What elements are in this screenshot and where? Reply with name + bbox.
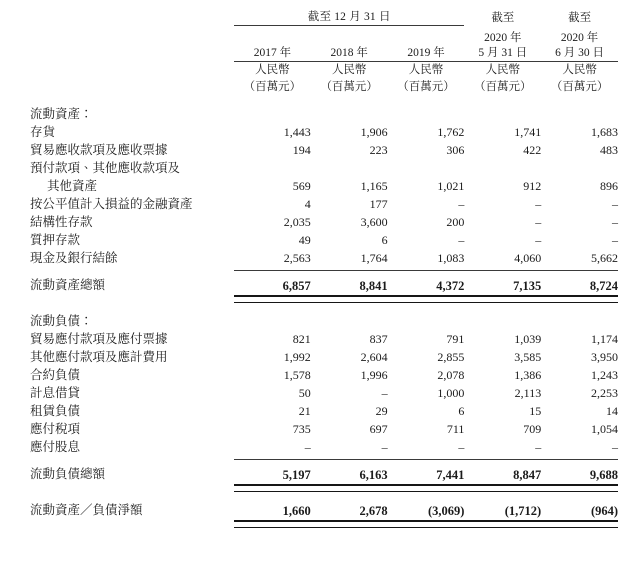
cell-fvtpl-may2020: – xyxy=(535,197,542,211)
financial-position-table xyxy=(30,10,618,528)
table-row xyxy=(30,249,618,267)
double-rule xyxy=(311,295,388,303)
row-label-trade-payables: 貿易應付款項及應付票據 xyxy=(30,332,168,346)
cell-contract-liabilities-jun2020: 1,243 xyxy=(591,368,619,382)
cell-trade-payables-fy2019: 791 xyxy=(446,332,465,346)
cell-contract-liabilities-fy2018: 1,996 xyxy=(360,368,388,382)
header-col-jun2020-line2: 2020 年 xyxy=(560,32,599,44)
header-col-fy2017-currency xyxy=(234,62,311,97)
row-label-cash-and-bank: 現金及銀行結餘 xyxy=(30,251,118,265)
header-col-jun2020-date xyxy=(541,31,618,62)
header-col-may2020-currency xyxy=(464,62,541,97)
table-row xyxy=(30,366,618,384)
cell-dividend-payable-jun2020: – xyxy=(612,440,619,454)
net-row-gap xyxy=(30,492,618,501)
row-label-inventories: 存貨 xyxy=(30,125,56,139)
row-label-tax-payable: 應付稅項 xyxy=(30,422,81,436)
double-rule xyxy=(541,295,618,303)
cell-lease-liabilities-jun2020: 14 xyxy=(606,404,619,418)
total-row-current-liabilities xyxy=(30,465,618,484)
cell-tax-payable-fy2019: 711 xyxy=(446,422,465,436)
row-label-fvtpl-assets: 按公平值計入損益的金融資產 xyxy=(30,197,193,211)
cell-inventories-jun2020: 1,683 xyxy=(591,125,619,139)
cell-other-payables-fy2017: 1,992 xyxy=(283,350,311,364)
currency-unit: （百萬元） xyxy=(397,81,455,93)
total-current-assets-may2020: 7,135 xyxy=(513,279,542,293)
cell-trade-receivables-jun2020: 483 xyxy=(600,143,619,157)
cell-borrowings-jun2020: 2,253 xyxy=(591,386,619,400)
double-rule-row-current-liabilities xyxy=(30,484,618,492)
double-rule xyxy=(311,520,388,528)
cell-cash-and-bank-fy2019: 1,083 xyxy=(437,251,465,265)
header-col-may2020-line2: 2020 年 xyxy=(484,32,522,44)
cell-structured-deposits-may2020: – xyxy=(535,215,542,229)
header-body-gap xyxy=(30,96,618,105)
cell-dividend-payable-fy2018: – xyxy=(381,440,388,454)
double-rule xyxy=(311,484,388,492)
table-row xyxy=(30,159,618,177)
table-row xyxy=(30,195,618,213)
section-heading-current-assets: 流動資產： xyxy=(30,107,93,121)
cell-trade-payables-fy2017: 821 xyxy=(292,332,311,346)
cell-fvtpl-fy2018: 177 xyxy=(369,197,388,211)
cell-structured-deposits-fy2017: 2,035 xyxy=(283,215,311,229)
total-current-assets-fy2017: 6,857 xyxy=(282,279,311,293)
table-row xyxy=(30,420,618,438)
cell-inventories-fy2017: 1,443 xyxy=(283,125,311,139)
header-col-may2020-line3: 5 月 31 日 xyxy=(478,47,528,59)
currency-unit: （百萬元） xyxy=(243,81,302,93)
header-col-fy2019-currency xyxy=(388,62,465,97)
table-row xyxy=(30,348,618,366)
table-row xyxy=(30,177,618,195)
net-row xyxy=(30,501,618,520)
double-rule xyxy=(234,295,311,303)
double-rule-row-net xyxy=(30,520,618,528)
header-year-blank xyxy=(30,31,234,62)
row-label-prepayments-line2: 其他資產 xyxy=(47,179,98,193)
total-row-current-assets xyxy=(30,276,618,295)
currency-name: 人民幣 xyxy=(562,64,597,76)
double-rule xyxy=(541,520,618,528)
cell-contract-liabilities-may2020: 1,386 xyxy=(514,368,542,382)
header-col-jun2020-line3: 6 月 30 日 xyxy=(555,47,605,59)
currency-name: 人民幣 xyxy=(485,64,521,76)
cell-dividend-payable-may2020: – xyxy=(535,440,542,454)
cell-inventories-may2020: 1,741 xyxy=(514,125,542,139)
cell-trade-receivables-fy2018: 223 xyxy=(369,143,388,157)
row-label-prepayments-line1: 預付款項、其他應收款項及 xyxy=(30,161,181,175)
cell-borrowings-may2020: 2,113 xyxy=(514,386,542,400)
cell-trade-payables-may2020: 1,039 xyxy=(514,332,542,346)
cell-prepayments-fy2018: 1,165 xyxy=(360,179,388,193)
table-row xyxy=(30,141,618,159)
header-col-jun2020-line1: 截至 xyxy=(568,11,592,24)
header-col-fy2019-year: 2019 年 xyxy=(388,31,465,62)
header-col-may2020-line1: 截至 xyxy=(491,11,515,24)
cell-pledged-deposits-fy2019: – xyxy=(458,233,465,247)
row-label-contract-liabilities: 合約負債 xyxy=(30,368,81,382)
total-label-current-liabilities: 流動負債總額 xyxy=(30,467,106,481)
double-rule xyxy=(234,484,311,492)
section-heading-current-liabilities: 流動負債： xyxy=(30,314,93,328)
cell-cash-and-bank-fy2018: 1,764 xyxy=(360,251,388,265)
row-label-interest-bearing-borrowings: 計息借貸 xyxy=(30,386,81,400)
cell-prepayments-jun2020: 896 xyxy=(600,179,619,193)
double-rule xyxy=(464,484,541,492)
cell-cash-and-bank-may2020: 4,060 xyxy=(514,251,542,265)
header-col-jun2020-currency xyxy=(541,62,618,97)
header-col-fy2018-currency xyxy=(311,62,388,97)
row-label-trade-receivables: 貿易應收款項及應收票據 xyxy=(30,143,168,157)
cell-trade-receivables-fy2017: 194 xyxy=(292,143,311,157)
cell-other-payables-fy2018: 2,604 xyxy=(360,350,388,364)
cell-fvtpl-jun2020: – xyxy=(612,197,619,211)
header-group-row xyxy=(30,10,618,26)
table-row xyxy=(30,213,618,231)
total-current-assets-jun2020: 8,724 xyxy=(589,279,619,293)
table-row xyxy=(30,231,618,249)
table-row xyxy=(30,402,618,420)
currency-unit: （百萬元） xyxy=(550,81,609,93)
header-currency-row xyxy=(30,62,618,97)
double-rule xyxy=(464,295,541,303)
net-fy2017: 1,660 xyxy=(282,504,311,518)
cell-fvtpl-fy2017: 4 xyxy=(304,197,311,211)
total-label-current-assets: 流動資產總額 xyxy=(30,278,106,292)
table-row xyxy=(30,330,618,348)
row-label-dividend-payable: 應付股息 xyxy=(30,440,81,454)
cell-tax-payable-may2020: 709 xyxy=(523,422,542,436)
double-rule xyxy=(388,484,465,492)
cell-pledged-deposits-jun2020: – xyxy=(612,233,619,247)
cell-tax-payable-fy2017: 735 xyxy=(292,422,311,436)
cell-inventories-fy2019: 1,762 xyxy=(437,125,465,139)
total-current-liabilities-fy2017: 5,197 xyxy=(282,468,311,482)
double-rule xyxy=(464,520,541,528)
header-year-row xyxy=(30,31,618,62)
section-heading-row-current-liabilities xyxy=(30,312,618,330)
cell-tax-payable-fy2018: 697 xyxy=(369,422,388,436)
cell-dividend-payable-fy2017: – xyxy=(304,440,311,454)
cell-pledged-deposits-fy2017: 49 xyxy=(298,233,311,247)
total-current-liabilities-fy2018: 6,163 xyxy=(359,468,388,482)
section-gap xyxy=(30,303,618,312)
cell-lease-liabilities-fy2019: 6 xyxy=(458,404,465,418)
cell-fvtpl-fy2019: – xyxy=(458,197,465,211)
cell-lease-liabilities-fy2018: 29 xyxy=(375,404,388,418)
cell-prepayments-fy2017: 569 xyxy=(292,179,311,193)
double-rule xyxy=(388,295,465,303)
table-row xyxy=(30,438,618,456)
cell-prepayments-fy2019: 1,021 xyxy=(437,179,465,193)
header-col-fy2017-year: 2017 年 xyxy=(234,31,311,62)
cell-cash-and-bank-fy2017: 2,563 xyxy=(283,251,311,265)
cell-other-payables-fy2019: 2,855 xyxy=(437,350,465,364)
cell-trade-payables-fy2018: 837 xyxy=(369,332,388,346)
cell-prepayments-may2020: 912 xyxy=(523,179,542,193)
cell-other-payables-may2020: 3,585 xyxy=(514,350,542,364)
cell-cash-and-bank-jun2020: 5,662 xyxy=(591,251,619,265)
table-row xyxy=(30,384,618,402)
cell-trade-receivables-may2020: 422 xyxy=(523,143,542,157)
cell-dividend-payable-fy2019: – xyxy=(458,440,465,454)
double-rule xyxy=(388,520,465,528)
net-may2020: (1,712) xyxy=(504,504,542,518)
cell-inventories-fy2018: 1,906 xyxy=(360,125,388,139)
net-row-label: 流動資產／負債淨額 xyxy=(30,503,143,517)
row-label-lease-liabilities: 租賃負債 xyxy=(30,404,81,418)
cell-borrowings-fy2017: 50 xyxy=(298,386,311,400)
cell-trade-payables-jun2020: 1,174 xyxy=(591,332,619,346)
cell-pledged-deposits-may2020: – xyxy=(535,233,542,247)
double-rule xyxy=(234,520,311,528)
total-current-assets-fy2019: 4,372 xyxy=(436,279,465,293)
table-row xyxy=(30,123,618,141)
cell-other-payables-jun2020: 3,950 xyxy=(591,350,619,364)
row-label-structured-deposits: 結構性存款 xyxy=(30,215,93,229)
currency-unit: （百萬元） xyxy=(320,81,378,93)
currency-name: 人民幣 xyxy=(331,64,367,76)
cell-trade-receivables-fy2019: 306 xyxy=(446,143,465,157)
cell-structured-deposits-jun2020: – xyxy=(612,215,619,229)
net-jun2020: (964) xyxy=(590,504,619,518)
double-rule-row-current-assets xyxy=(30,295,618,303)
double-rule xyxy=(541,484,618,492)
cell-pledged-deposits-fy2018: 6 xyxy=(381,233,388,247)
cell-borrowings-fy2019: 1,000 xyxy=(437,386,465,400)
cell-contract-liabilities-fy2017: 1,578 xyxy=(283,368,311,382)
header-currency-blank xyxy=(30,62,234,97)
cell-structured-deposits-fy2018: 3,600 xyxy=(360,215,388,229)
cell-lease-liabilities-fy2017: 21 xyxy=(298,404,311,418)
currency-name: 人民幣 xyxy=(408,64,444,76)
header-col-fy2018-year: 2018 年 xyxy=(311,31,388,62)
currency-unit: （百萬元） xyxy=(474,81,532,93)
cell-tax-payable-jun2020: 1,054 xyxy=(591,422,619,436)
row-label-pledged-deposits: 質押存款 xyxy=(30,233,81,247)
total-current-liabilities-fy2019: 7,441 xyxy=(436,468,465,482)
total-current-assets-fy2018: 8,841 xyxy=(359,279,388,293)
cell-borrowings-fy2018: – xyxy=(381,386,388,400)
section-heading-row-current-assets xyxy=(30,105,618,123)
cell-contract-liabilities-fy2019: 2,078 xyxy=(437,368,465,382)
total-current-liabilities-may2020: 8,847 xyxy=(513,468,542,482)
total-current-liabilities-jun2020: 9,688 xyxy=(589,468,619,482)
row-label-other-payables: 其他應付款項及應計費用 xyxy=(30,350,168,364)
header-col-may2020-date xyxy=(464,31,541,62)
currency-name: 人民幣 xyxy=(255,64,290,76)
net-fy2019: (3,069) xyxy=(427,504,465,518)
net-fy2018: 2,678 xyxy=(359,504,388,518)
cell-structured-deposits-fy2019: 200 xyxy=(446,215,465,229)
cell-lease-liabilities-may2020: 15 xyxy=(529,404,542,418)
header-corner-blank xyxy=(30,10,234,26)
header-group-label-dec31: 截至 12 月 31 日 xyxy=(234,10,464,26)
